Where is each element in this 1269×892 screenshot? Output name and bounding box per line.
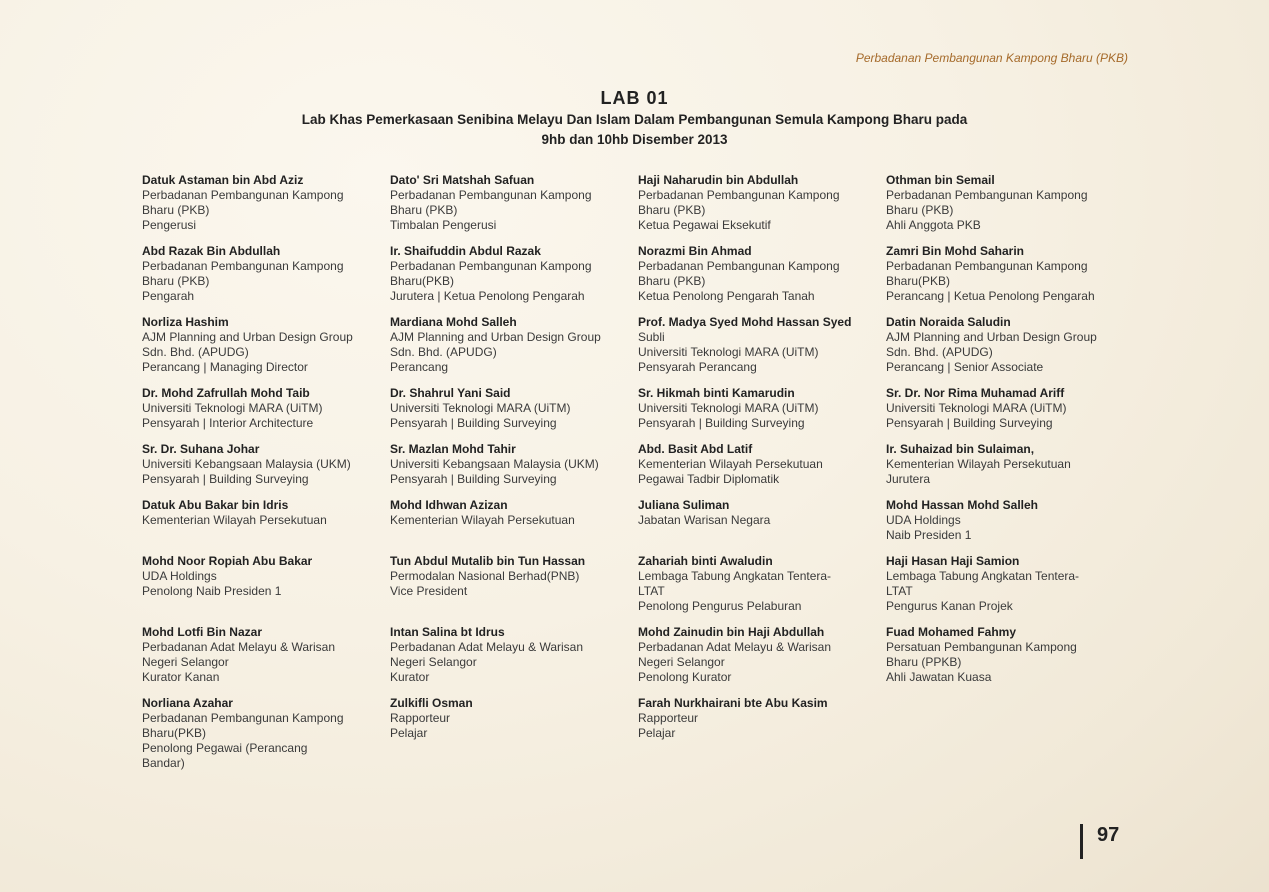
participant-detail: Perbadanan Pembangunan Kampong — [886, 259, 1088, 273]
participant-entry — [886, 625, 1132, 696]
participant-detail: Perancang | Managing Director — [142, 360, 308, 374]
page-header-org: Perbadanan Pembangunan Kampong Bharu (PKB) — [855, 51, 1128, 65]
participant-detail: Jabatan Warisan Negara — [638, 513, 771, 527]
participant-detail: Perancang | Ketua Penolong Pengarah — [886, 289, 1095, 303]
participant-detail: Perbadanan Pembangunan Kampong — [638, 259, 840, 273]
participant-name: Farah Nurkhairani bte Abu Kasim — [638, 696, 828, 710]
participant-name: Norazmi Bin Ahmad — [638, 244, 752, 258]
participant-entry — [886, 442, 1132, 498]
participant-detail: Bharu(PKB) — [390, 274, 455, 288]
participant-detail: Pensyarah | Building Surveying — [142, 472, 309, 486]
participant-detail: Bharu (PKB) — [390, 203, 458, 217]
participant-entry — [638, 173, 886, 244]
participant-entry — [142, 696, 390, 786]
participant-detail: Negeri Selangor — [142, 655, 229, 669]
participant-detail: Bharu(PKB) — [886, 274, 951, 288]
participant-grid — [142, 173, 1132, 786]
participant-detail: Universiti Teknologi MARA (UiTM) — [638, 401, 819, 415]
title-block — [0, 88, 1269, 149]
participant-entry — [638, 498, 886, 554]
participant-entry — [142, 315, 390, 386]
participant-entry — [142, 244, 390, 315]
participant-detail: Kurator Kanan — [142, 670, 220, 684]
participant-entry — [638, 696, 886, 786]
participant-detail: Universiti Teknologi MARA (UiTM) — [390, 401, 571, 415]
participant-detail: Permodalan Nasional Berhad(PNB) — [390, 569, 580, 583]
participant-name: Haji Naharudin bin Abdullah — [638, 173, 799, 187]
participant-entry — [886, 386, 1132, 442]
participant-entry — [390, 625, 638, 696]
participant-entry — [390, 386, 638, 442]
participant-detail: LTAT — [886, 584, 913, 598]
participant-name: Dr. Shahrul Yani Said — [390, 386, 511, 400]
participant-name: Ir. Suhaizad bin Sulaiman, — [886, 442, 1035, 456]
participant-detail: Naib Presiden 1 — [886, 528, 972, 542]
participant-detail: Perbadanan Adat Melayu & Warisan — [638, 640, 832, 654]
participant-detail: Jurutera | Ketua Penolong Pengarah — [390, 289, 585, 303]
participant-name: Mohd Lotfi Bin Nazar — [142, 625, 262, 639]
participant-detail: Bharu (PKB) — [142, 203, 210, 217]
participant-name: Mohd Hassan Mohd Salleh — [886, 498, 1039, 512]
participant-entry — [142, 625, 390, 696]
participant-name: Mohd Zainudin bin Haji Abdullah — [638, 625, 825, 639]
participant-detail: UDA Holdings — [142, 569, 217, 583]
participant-entry — [142, 173, 390, 244]
participant-name: Sr. Dr. Nor Rima Muhamad Ariff — [886, 386, 1065, 400]
participant-entry — [142, 498, 390, 554]
participant-entry — [638, 244, 886, 315]
participant-detail: Ahli Anggota PKB — [886, 218, 981, 232]
participant-name: Abd Razak Bin Abdullah — [142, 244, 281, 258]
page-footer — [1080, 824, 1119, 860]
participant-entry — [886, 244, 1132, 315]
participant-detail: Bharu(PKB) — [142, 726, 207, 740]
participant-detail: AJM Planning and Urban Design Group — [886, 330, 1097, 344]
participant-name: Intan Salina bt Idrus — [390, 625, 505, 639]
participant-detail: Bandar) — [142, 756, 185, 770]
participant-detail: Universiti Teknologi MARA (UiTM) — [142, 401, 323, 415]
participant-detail: Jurutera — [886, 472, 931, 486]
participant-entry — [390, 498, 638, 554]
participant-entry — [638, 386, 886, 442]
participant-detail: Universiti Kebangsaan Malaysia (UKM) — [390, 457, 599, 471]
participant-detail: Penolong Pengurus Pelaburan — [638, 599, 802, 613]
participant-name: Norliana Azahar — [142, 696, 233, 710]
participant-entry — [886, 554, 1132, 625]
participant-entry — [886, 173, 1132, 244]
participant-detail: Perbadanan Adat Melayu & Warisan — [390, 640, 584, 654]
lab-subtitle-line-2: 9hb dan 10hb Disember 2013 — [541, 132, 728, 147]
participant-detail: Timbalan Pengerusi — [390, 218, 497, 232]
participant-detail: Negeri Selangor — [638, 655, 725, 669]
participant-detail: Pensyarah | Building Surveying — [390, 472, 557, 486]
participant-detail: Bharu (PKB) — [886, 203, 954, 217]
participant-detail: Pegawai Tadbir Diplomatik — [638, 472, 780, 486]
participant-entry — [638, 315, 886, 386]
participant-name: Fuad Mohamed Fahmy — [886, 625, 1017, 639]
participant-name: Prof. Madya Syed Mohd Hassan Syed — [638, 315, 852, 329]
participant-detail: Kementerian Wilayah Persekutuan — [886, 457, 1071, 471]
empty-cell — [886, 696, 1132, 786]
participant-name: Datuk Astaman bin Abd Aziz — [142, 173, 304, 187]
participant-entry — [390, 554, 638, 625]
participant-detail: Pengurus Kanan Projek — [886, 599, 1013, 613]
participant-detail: Kementerian Wilayah Persekutuan — [390, 513, 575, 527]
participant-detail: Pengerusi — [142, 218, 197, 232]
participant-detail: Perbadanan Adat Melayu & Warisan — [142, 640, 336, 654]
participant-detail: Sdn. Bhd. (APUDG) — [886, 345, 993, 359]
participant-name: Ir. Shaifuddin Abdul Razak — [390, 244, 541, 258]
participant-detail: AJM Planning and Urban Design Group — [142, 330, 353, 344]
participant-entry — [638, 554, 886, 625]
participant-name: Zamri Bin Mohd Saharin — [886, 244, 1025, 258]
participant-detail: Ahli Jawatan Kuasa — [886, 670, 992, 684]
participant-detail: Pensyarah | Interior Architecture — [142, 416, 314, 430]
participant-entry — [638, 442, 886, 498]
participant-name: Sr. Mazlan Mohd Tahir — [390, 442, 516, 456]
participant-detail: Pelajar — [390, 726, 428, 740]
participant-detail: Perbadanan Pembangunan Kampong — [142, 711, 344, 725]
participant-detail: Pelajar — [638, 726, 676, 740]
participant-name: Zulkifli Osman — [390, 696, 473, 710]
participant-detail: Kementerian Wilayah Persekutuan — [638, 457, 823, 471]
participant-detail: Bharu (PKB) — [638, 203, 706, 217]
participant-detail: Ketua Pegawai Eksekutif — [638, 218, 771, 232]
participant-detail: Pensyarah | Building Surveying — [390, 416, 557, 430]
participant-name: Datin Noraida Saludin — [886, 315, 1011, 329]
participant-entry — [886, 498, 1132, 554]
participant-detail: Perancang | Senior Associate — [886, 360, 1044, 374]
participant-detail: Universiti Teknologi MARA (UiTM) — [886, 401, 1067, 415]
participant-detail: Perbadanan Pembangunan Kampong — [142, 259, 344, 273]
lab-subtitle-line-1: Lab Khas Pemerkasaan Senibina Melayu Dan Islam Dalam Pembangunan Semula Kampong Bharu pada — [301, 112, 968, 127]
participant-detail: Vice President — [390, 584, 468, 598]
participant-name: Mardiana Mohd Salleh — [390, 315, 517, 329]
participant-detail: Subli — [638, 330, 665, 344]
participant-detail: Pensyarah Perancang — [638, 360, 757, 374]
participant-name: Sr. Hikmah binti Kamarudin — [638, 386, 795, 400]
participant-entry — [142, 442, 390, 498]
participant-detail: Persatuan Pembangunan Kampong — [886, 640, 1077, 654]
participant-detail: Ketua Penolong Pengarah Tanah — [638, 289, 815, 303]
participant-detail: Perbadanan Pembangunan Kampong — [638, 188, 840, 202]
participant-name: Tun Abdul Mutalib bin Tun Hassan — [390, 554, 586, 568]
participant-detail: Perbadanan Pembangunan Kampong — [142, 188, 344, 202]
participant-detail: Pensyarah | Building Surveying — [886, 416, 1053, 430]
participant-name: Sr. Dr. Suhana Johar — [142, 442, 260, 456]
participant-name: Haji Hasan Haji Samion — [886, 554, 1020, 568]
participant-detail: Perancang — [390, 360, 449, 374]
participant-entry — [390, 442, 638, 498]
participant-name: Abd. Basit Abd Latif — [638, 442, 753, 456]
participant-detail: Perbadanan Pembangunan Kampong — [390, 259, 592, 273]
participant-entry — [142, 386, 390, 442]
participant-detail: Penolong Pegawai (Perancang — [142, 741, 308, 755]
page-number: 97 — [1097, 824, 1120, 846]
participant-detail: Perbadanan Pembangunan Kampong — [390, 188, 592, 202]
participant-name: Norliza Hashim — [142, 315, 229, 329]
participant-detail: Bharu (PPKB) — [886, 655, 962, 669]
participant-name: Mohd Noor Ropiah Abu Bakar — [142, 554, 313, 568]
participant-name: Zahariah binti Awaludin — [638, 554, 773, 568]
participant-detail: Universiti Kebangsaan Malaysia (UKM) — [142, 457, 351, 471]
participant-name: Juliana Suliman — [638, 498, 730, 512]
participant-detail: Universiti Teknologi MARA (UiTM) — [638, 345, 819, 359]
participant-entry — [390, 696, 638, 786]
participant-name: Dr. Mohd Zafrullah Mohd Taib — [142, 386, 310, 400]
participant-detail: Rapporteur — [390, 711, 451, 725]
participant-detail: Perbadanan Pembangunan Kampong — [886, 188, 1088, 202]
participant-detail: Kurator — [390, 670, 430, 684]
participant-name: Mohd Idhwan Azizan — [390, 498, 508, 512]
participant-detail: Pengarah — [142, 289, 195, 303]
participant-detail: Negeri Selangor — [390, 655, 477, 669]
participant-detail: Rapporteur — [638, 711, 699, 725]
participant-detail: Lembaga Tabung Angkatan Tentera- — [638, 569, 832, 583]
participant-detail: UDA Holdings — [886, 513, 961, 527]
participant-name: Dato' Sri Matshah Safuan — [390, 173, 535, 187]
page-number-divider — [1080, 824, 1083, 859]
participant-entry — [638, 625, 886, 696]
participant-detail: Penolong Kurator — [638, 670, 732, 684]
participant-entry — [390, 244, 638, 315]
participant-detail: Sdn. Bhd. (APUDG) — [142, 345, 249, 359]
participant-entry — [390, 173, 638, 244]
participant-detail: Pensyarah | Building Surveying — [638, 416, 805, 430]
participant-detail: Lembaga Tabung Angkatan Tentera- — [886, 569, 1080, 583]
participant-entry — [886, 315, 1132, 386]
participant-name: Datuk Abu Bakar bin Idris — [142, 498, 289, 512]
participant-detail: Bharu (PKB) — [638, 274, 706, 288]
lab-title: LAB 01 — [600, 88, 669, 108]
participant-detail: Sdn. Bhd. (APUDG) — [390, 345, 497, 359]
participant-entry — [142, 554, 390, 625]
participant-name: Othman bin Semail — [886, 173, 995, 187]
participant-detail: Penolong Naib Presiden 1 — [142, 584, 282, 598]
participant-detail: Kementerian Wilayah Persekutuan — [142, 513, 327, 527]
participant-detail: Bharu (PKB) — [142, 274, 210, 288]
participant-detail: AJM Planning and Urban Design Group — [390, 330, 601, 344]
participant-entry — [390, 315, 638, 386]
participant-detail: LTAT — [638, 584, 665, 598]
